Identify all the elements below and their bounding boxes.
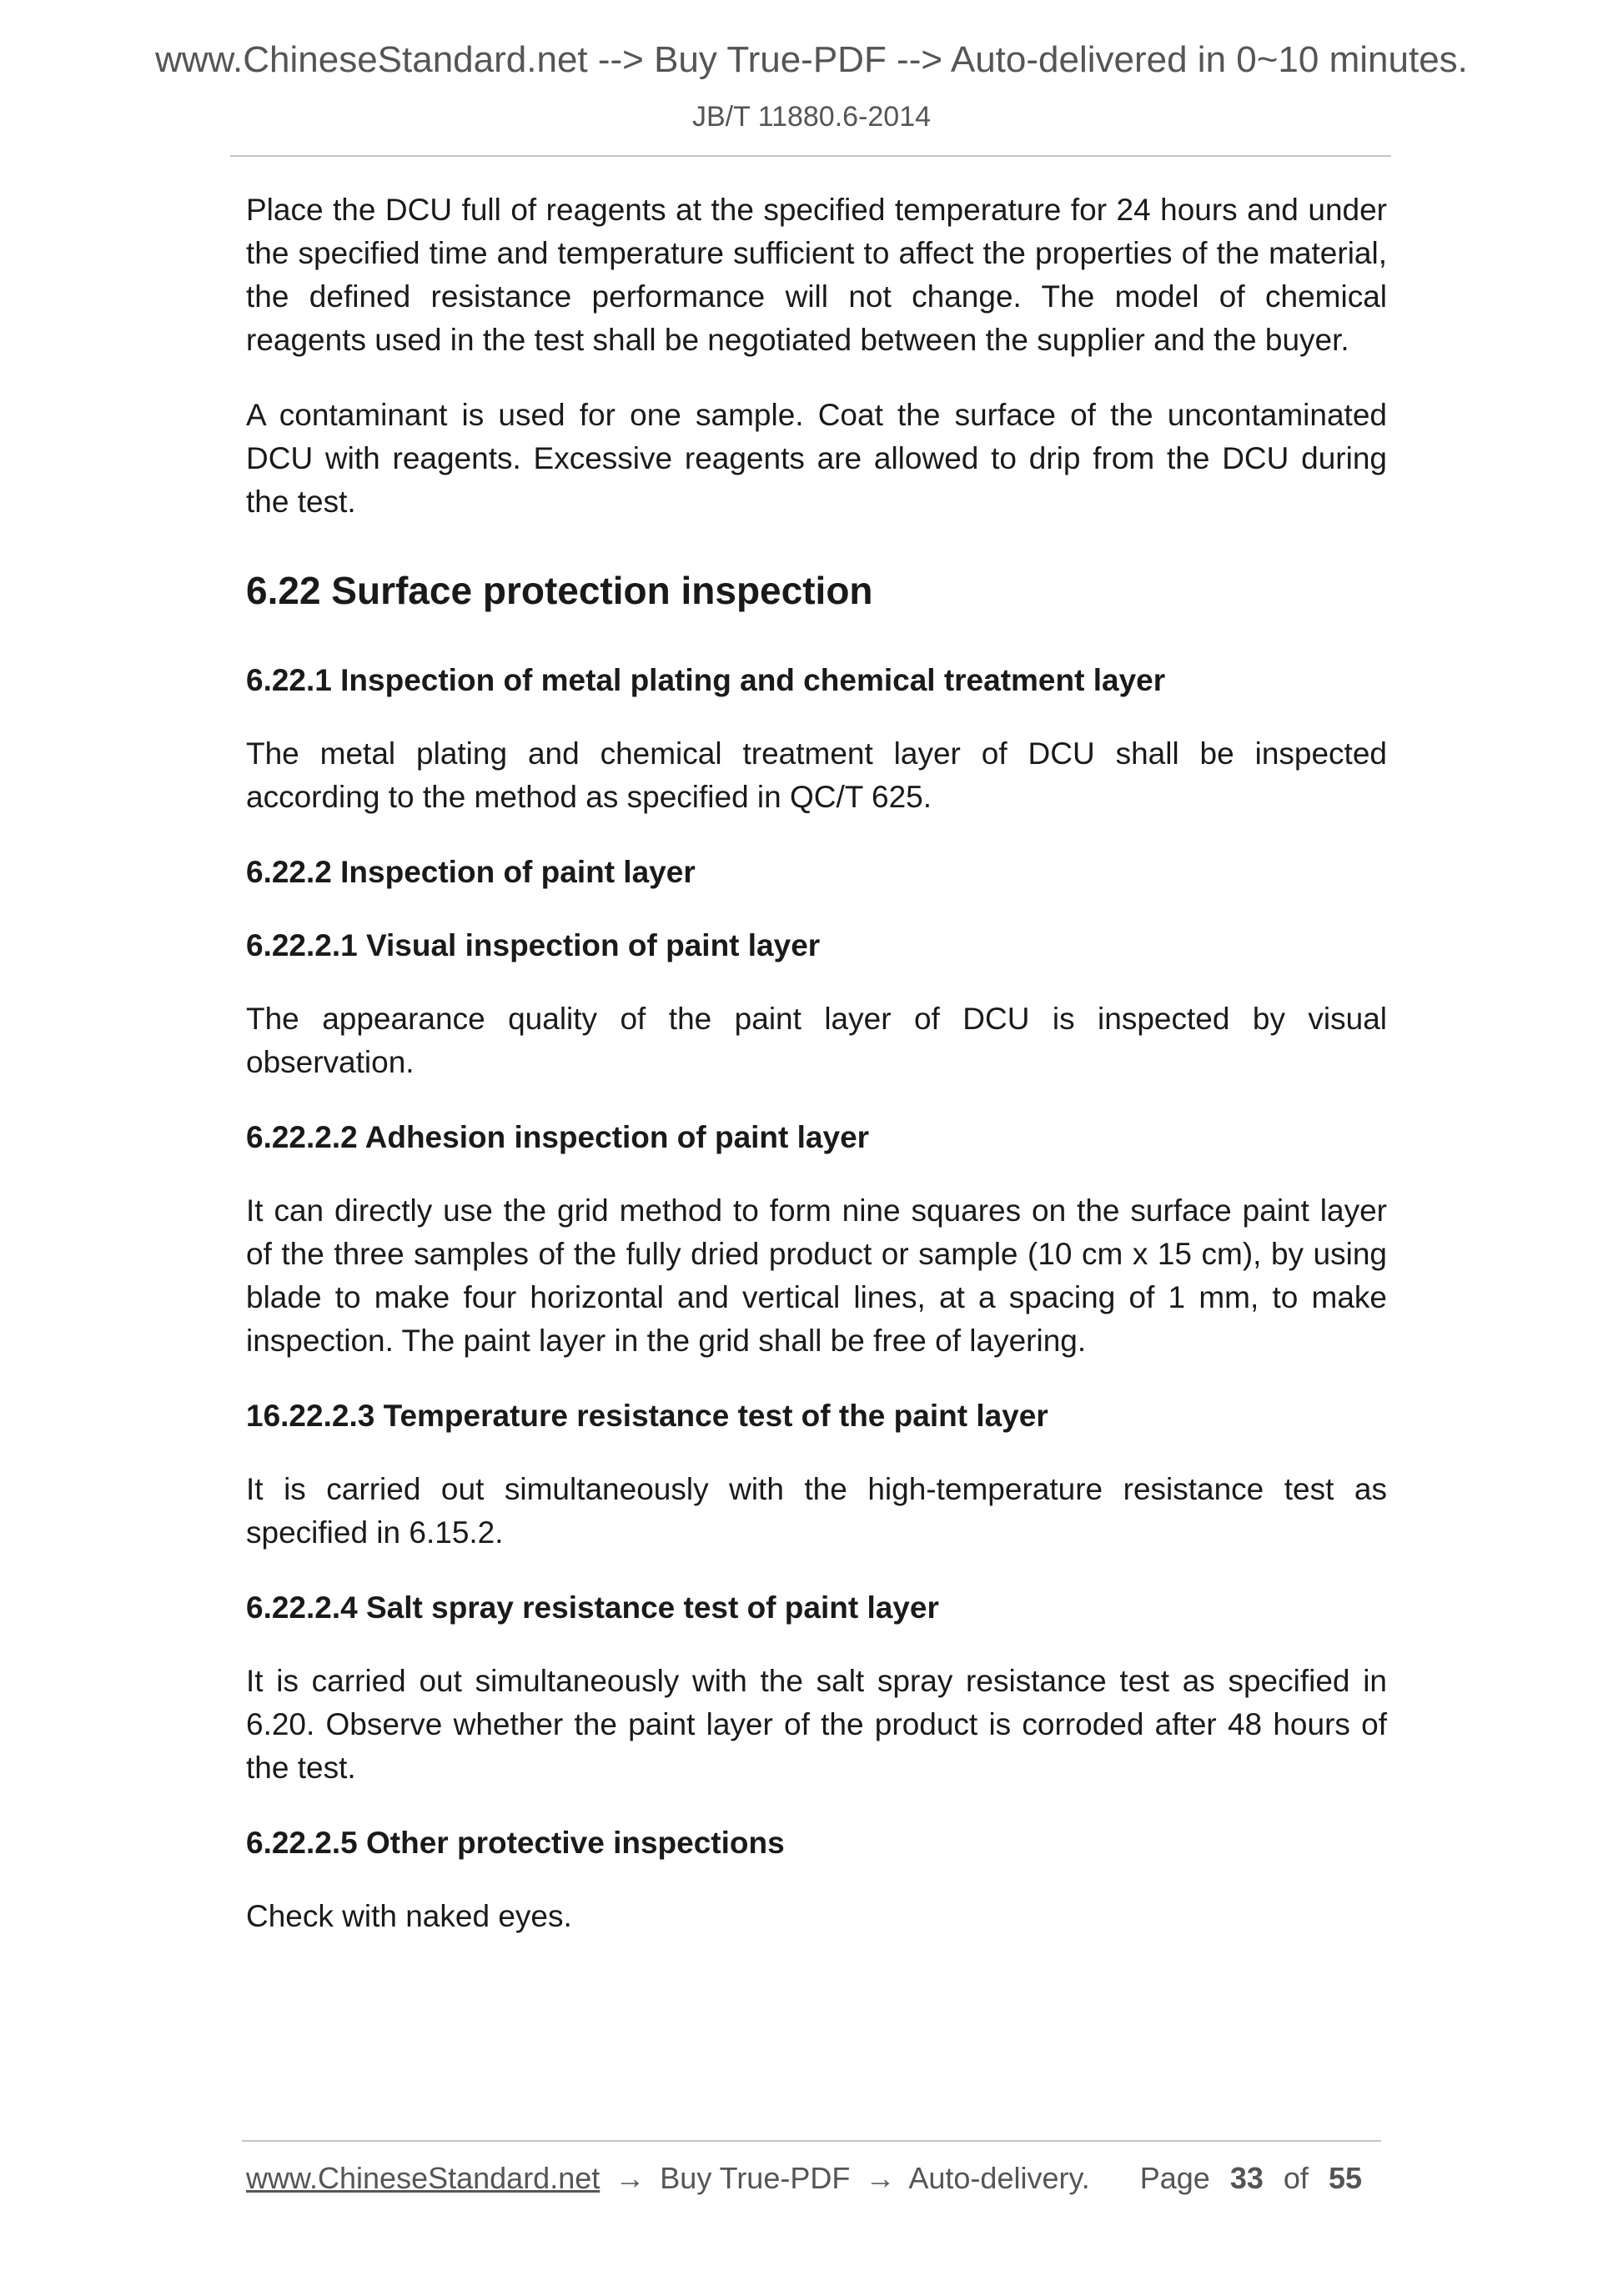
footer-site-link[interactable]: www.ChineseStandard.net bbox=[246, 2161, 600, 2195]
footer-buy-text: Buy True-PDF bbox=[660, 2161, 851, 2195]
paragraph-6-22-2-2: It can directly use the grid method to form nine squares on the surface paint layer of the three samples of the fully dried product or sample (10 cm x 15 cm), by using blade to make four horizontal and vertical lines, at a spacing of 1 mm, to make inspection. The paint layer in the grid shall be free of layering. bbox=[246, 1193, 1387, 1358]
paragraph-6-22-2-4: It is carried out simultaneously with the salt spray resistance test as specified in 6.20. Observe whether the paint layer of the product is corroded after 48 hours of the test. bbox=[246, 1664, 1387, 1785]
document-body bbox=[246, 188, 1387, 1970]
page-label: Page bbox=[1139, 2161, 1210, 2195]
footer-links bbox=[246, 2153, 1090, 2203]
subsection-heading-6-22-2-4: 6.22.2.4 Salt spray resistance test of paint layer bbox=[246, 1590, 939, 1625]
paragraph-reagent-placement: Place the DCU full of reagents at the specified temperature for 24 hours and under the specified time and temperature sufficient to affect the properties of the material, the defined resistance performance will not change. The model of chemical reagents used in the test shall be negotiated between the supplier and the buyer. bbox=[246, 193, 1387, 357]
paragraph-6-22-2-5: Check with naked eyes. bbox=[246, 1899, 572, 1933]
paragraph-contaminant: A contaminant is used for one sample. Coat the surface of the uncontaminated DCU with reagents. Excessive reagents are allowed to drip from the DCU during the test. bbox=[246, 398, 1387, 519]
subsection-heading-6-22-2-3: 16.22.2.3 Temperature resistance test of the paint layer bbox=[246, 1399, 1048, 1433]
arrow-right-icon: → bbox=[865, 2161, 896, 2195]
footer-auto-text: Auto-delivery. bbox=[908, 2161, 1090, 2195]
of-label: of bbox=[1283, 2161, 1309, 2195]
page-footer bbox=[246, 2153, 1380, 2203]
header-divider bbox=[230, 155, 1391, 157]
footer-divider bbox=[242, 2140, 1381, 2142]
document-code: JB/T 11880.6-2014 bbox=[691, 101, 932, 133]
subsection-heading-6-22-2-1: 6.22.2.1 Visual inspection of paint layer bbox=[246, 928, 821, 962]
site-banner: www.ChineseStandard.net --> Buy True-PDF --> Auto-delivered in 0~10 minutes. bbox=[155, 39, 1468, 80]
arrow-right-icon: → bbox=[615, 2161, 646, 2195]
page-number bbox=[1140, 2153, 1374, 2203]
section-heading-6-22: 6.22 Surface protection inspection bbox=[246, 569, 873, 612]
paragraph-6-22-1: The metal plating and chemical treatment layer of DCU shall be inspected according to the method as specified in QC/T 625. bbox=[246, 736, 1387, 814]
paragraph-6-22-2-1: The appearance quality of the paint layer of DCU is inspected by visual observation. bbox=[246, 1002, 1387, 1079]
subsection-heading-6-22-2-5: 6.22.2.5 Other protective inspections bbox=[246, 1826, 785, 1860]
subsection-heading-6-22-2: 6.22.2 Inspection of paint layer bbox=[246, 855, 696, 889]
page-total: 55 bbox=[1328, 2161, 1362, 2195]
page-current: 33 bbox=[1229, 2161, 1264, 2195]
paragraph-6-22-2-3: It is carried out simultaneously with the high-temperature resistance test as specified in 6.15.2. bbox=[246, 1472, 1387, 1550]
subsection-heading-6-22-1: 6.22.1 Inspection of metal plating and chemical treatment layer bbox=[246, 663, 1166, 697]
subsection-heading-6-22-2-2: 6.22.2.2 Adhesion inspection of paint layer bbox=[246, 1120, 870, 1154]
